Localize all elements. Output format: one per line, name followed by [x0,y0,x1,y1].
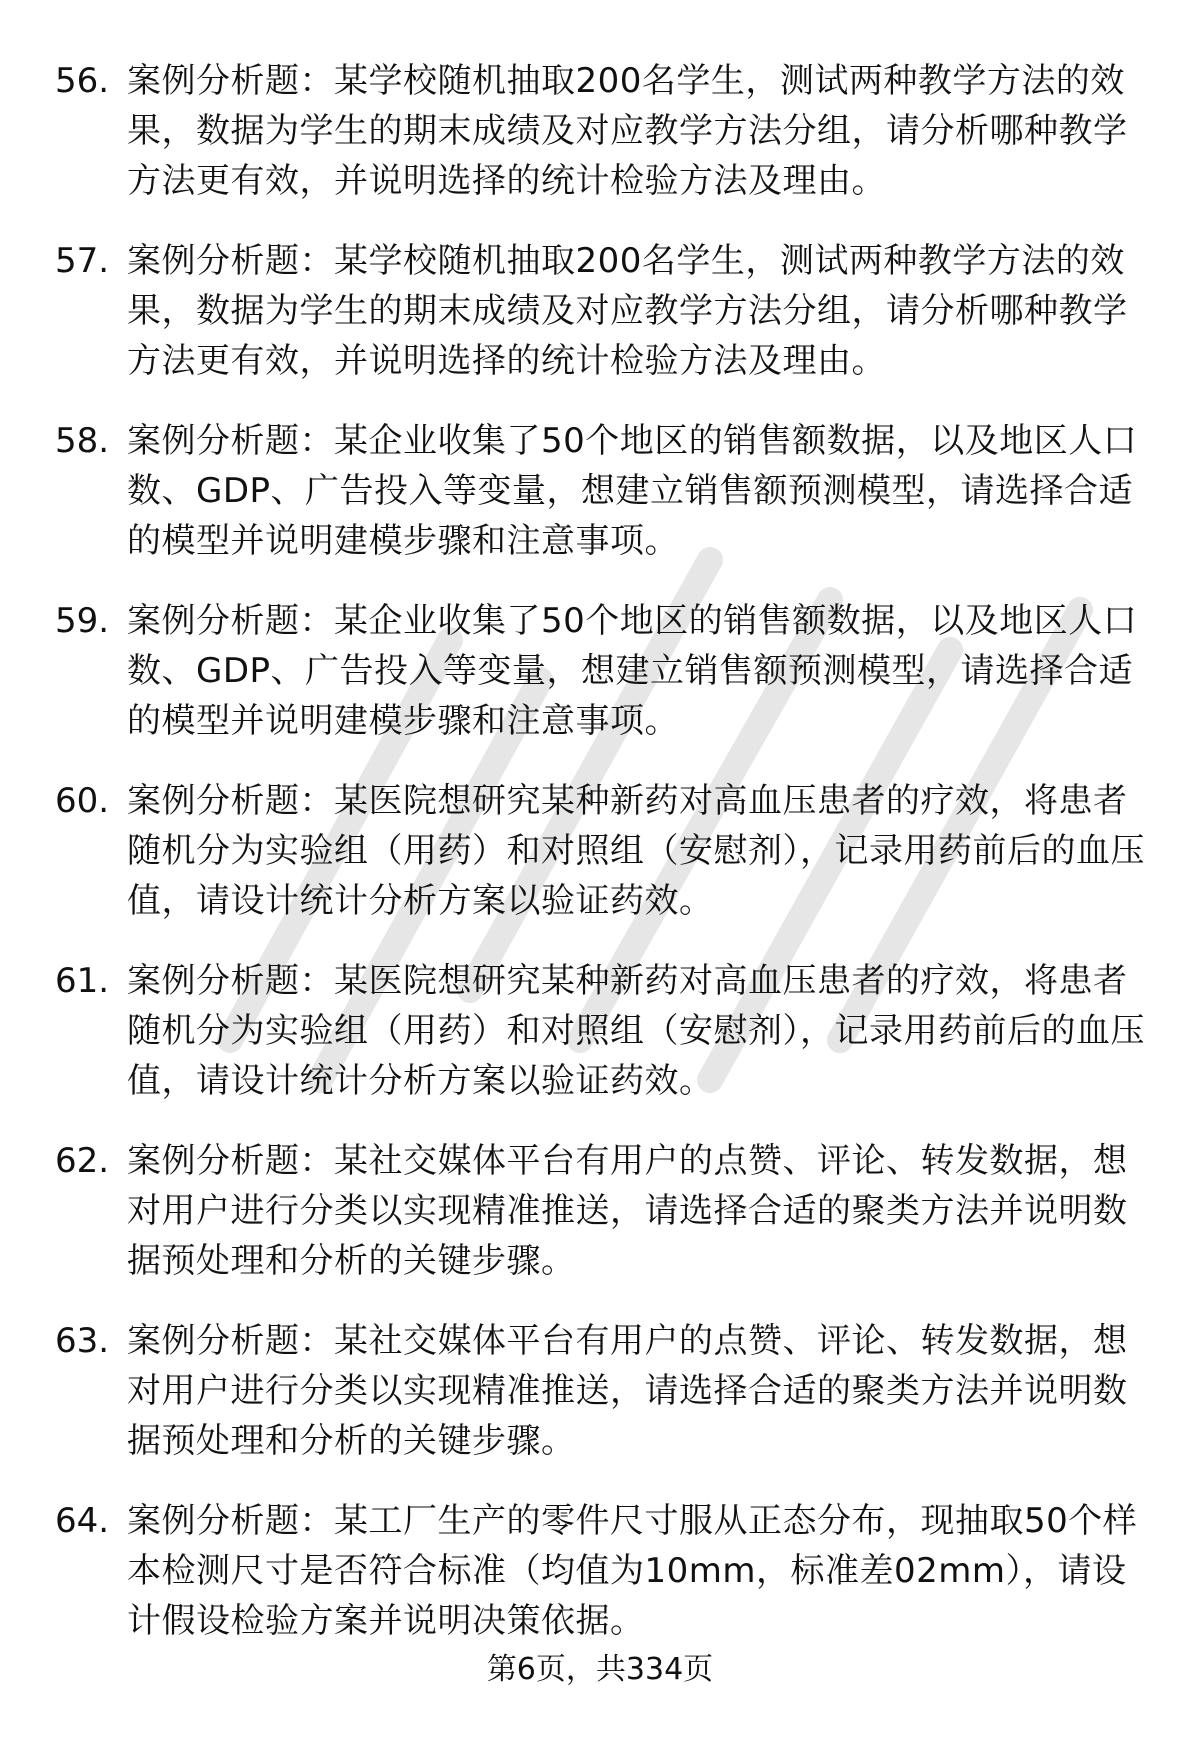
question-number: 64. [55,1501,110,1541]
question-item [0,1316,1200,1496]
question-item [0,1136,1200,1316]
question-item [0,416,1200,596]
question-item [0,776,1200,956]
question-text: 案例分析题：某社交媒体平台有用户的点赞、评论、转发数据，想对用户进行分类以实现精准推送，请选择合适的聚类方法并说明数据预处理和分析的关键步骤。 [127,1321,1128,1461]
question-list [0,56,1200,1676]
question-item [0,56,1200,236]
question-number: 58. [55,421,110,461]
question-text: 案例分析题：某社交媒体平台有用户的点赞、评论、转发数据，想对用户进行分类以实现精准推送，请选择合适的聚类方法并说明数据预处理和分析的关键步骤。 [127,1141,1128,1281]
question-item [0,236,1200,416]
question-text: 案例分析题：某企业收集了50个地区的销售额数据，以及地区人口数、GDP、广告投入等变量，想建立销售额预测模型，请选择合适的模型并说明建模步骤和注意事项。 [127,601,1138,741]
question-text: 案例分析题：某学校随机抽取200名学生，测试两种教学方法的效果，数据为学生的期末成绩及对应教学方法分组，请分析哪种教学方法更有效，并说明选择的统计检验方法及理由。 [127,241,1128,381]
question-text: 案例分析题：某医院想研究某种新药对高血压患者的疗效，将患者随机分为实验组（用药）和对照组（安慰剂），记录用药前后的血压值，请设计统计分析方案以验证药效。 [127,961,1145,1101]
page-footer: 第6页，共334页 [486,1652,714,1687]
question-number: 62. [55,1141,110,1181]
question-number: 59. [55,601,110,641]
question-text: 案例分析题：某企业收集了50个地区的销售额数据，以及地区人口数、GDP、广告投入等变量，想建立销售额预测模型，请选择合适的模型并说明建模步骤和注意事项。 [127,421,1138,561]
question-text: 案例分析题：某工厂生产的零件尺寸服从正态分布，现抽取50个样本检测尺寸是否符合标准（均值为10mm，标准差02mm），请设计假设检验方案并说明决策依据。 [127,1501,1138,1641]
question-item [0,956,1200,1136]
question-number: 57. [55,241,110,281]
question-number: 60. [55,781,110,821]
question-number: 63. [55,1321,110,1361]
question-text: 案例分析题：某医院想研究某种新药对高血压患者的疗效，将患者随机分为实验组（用药）和对照组（安慰剂），记录用药前后的血压值，请设计统计分析方案以验证药效。 [127,781,1145,921]
question-number: 61. [55,961,110,1001]
question-text: 案例分析题：某学校随机抽取200名学生，测试两种教学方法的效果，数据为学生的期末成绩及对应教学方法分组，请分析哪种教学方法更有效，并说明选择的统计检验方法及理由。 [127,61,1128,201]
question-item [0,596,1200,776]
question-number: 56. [55,61,110,101]
